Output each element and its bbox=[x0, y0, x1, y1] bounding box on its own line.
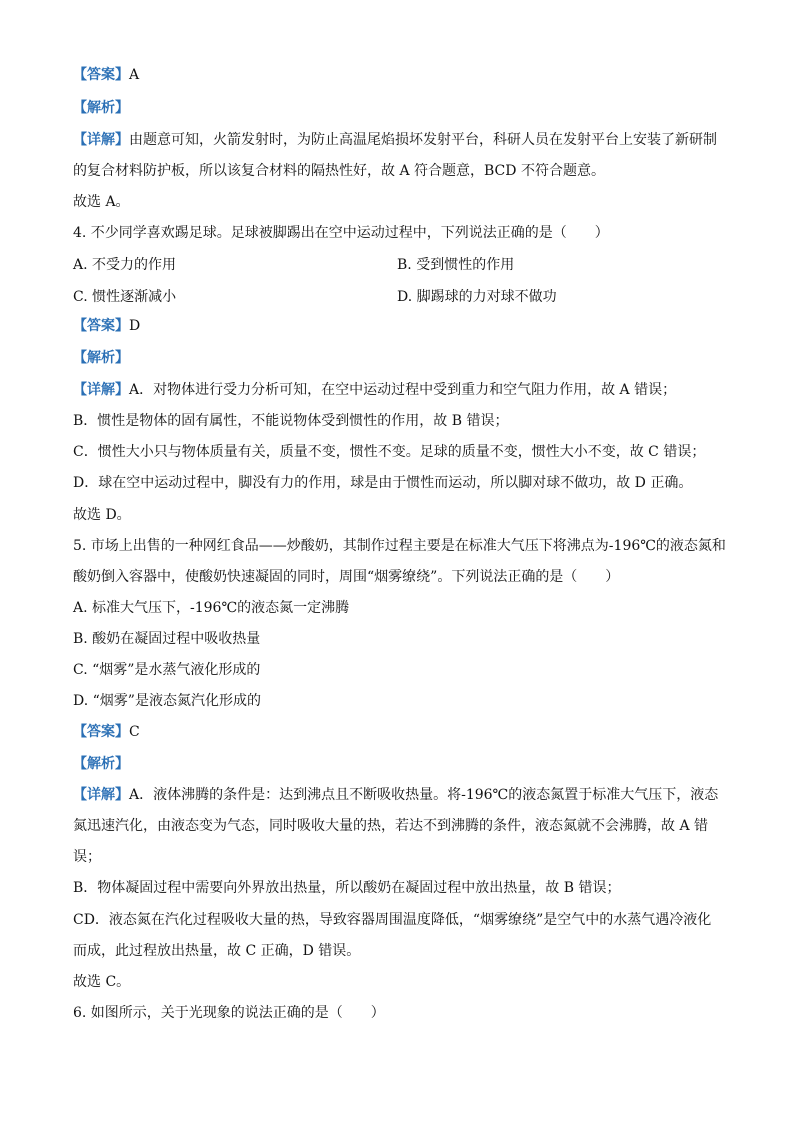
answer-value: A bbox=[129, 67, 140, 83]
q5-option-b: B. 酸奶在凝固过程中吸收热量 bbox=[73, 631, 261, 647]
answer-tag: 【答案】 bbox=[73, 318, 129, 334]
q5-detail-line-4: B．物体凝固过程中需要向外界放出热量，所以酸奶在凝固过程中放出热量，故 B 错误； bbox=[73, 880, 621, 896]
answer-value: D bbox=[129, 318, 141, 334]
detail-tag: 【详解】 bbox=[73, 382, 129, 398]
detail-text: A．对物体进行受力分析可知，在空中运动过程中受到重力和空气阻力作用，故 A 错误； bbox=[129, 382, 677, 398]
q5-option-d: D. “烟雾”是液态氮汽化形成的 bbox=[73, 693, 261, 709]
answer-tag: 【答案】 bbox=[73, 67, 129, 83]
q5-option-a: A. 标准大气压下，-196℃的液态氮一定沸腾 bbox=[73, 600, 350, 616]
q4-stem: 4. 不少同学喜欢踢足球。足球被脚踢出在空中运动过程中，下列说法正确的是（ ） bbox=[73, 225, 609, 241]
answer-tag: 【答案】 bbox=[73, 724, 129, 740]
q4-analysis-line bbox=[73, 349, 733, 367]
q5-detail-line-6: 而成，此过程放出热量，故 C 正确，D 错误。 bbox=[73, 943, 361, 959]
detail-text: A．液体沸腾的条件是：达到沸点且不断吸收热量。将-196℃的液态氮置于标准大气压下，液态 bbox=[129, 787, 719, 803]
q4-option-b: B. 受到惯性的作用 bbox=[397, 257, 515, 273]
q4-detail-line-4: D．球在空中运动过程中，脚没有力的作用，球是由于惯性而运动，所以脚对球不做功，故 D 正确。 bbox=[73, 475, 693, 491]
q5-answer-line bbox=[73, 723, 733, 741]
q3-answer-line bbox=[73, 66, 733, 84]
q4-option-c: C. 惯性逐渐减小 bbox=[73, 289, 177, 305]
q3-detail-line bbox=[73, 131, 733, 149]
q4-option-d: D. 脚踢球的力对球不做功 bbox=[397, 289, 557, 305]
q5-detail-line bbox=[73, 786, 733, 804]
q4-option-a: A. 不受力的作用 bbox=[73, 257, 177, 273]
analysis-tag: 【解析】 bbox=[73, 350, 129, 366]
q4-conclusion: 故选 D。 bbox=[73, 507, 131, 523]
q3-analysis-line bbox=[73, 99, 733, 117]
q5-detail-line-5: CD．液态氮在汽化过程吸收大量的热，导致容器周围温度降低，“烟雾缭绕”是空气中的水蒸气遇冷液化 bbox=[73, 912, 712, 928]
q4-detail-line-3: C．惯性大小只与物体质量有关，质量不变，惯性不变。足球的质量不变，惯性大小不变，故 C 错误； bbox=[73, 444, 706, 460]
q5-detail-line-2: 氮迅速汽化，由液态变为气态，同时吸收大量的热，若达不到沸腾的条件，液态氮就不会沸腾，故 A 错 bbox=[73, 818, 709, 834]
q3-conclusion: 故选 A。 bbox=[73, 194, 130, 210]
q5-stem-line-2: 酸奶倒入容器中，使酸奶快速凝固的同时，周围“烟雾缭绕”。下列说法正确的是（ ） bbox=[73, 569, 620, 585]
analysis-tag: 【解析】 bbox=[73, 100, 129, 116]
q5-stem-line-1: 5. 市场上出售的一种网红食品——炒酸奶，其制作过程主要是在标准大气压下将沸点为-196℃的液态氮和 bbox=[73, 538, 726, 554]
q5-option-c: C. “烟雾”是水蒸气液化形成的 bbox=[73, 662, 261, 678]
analysis-tag: 【解析】 bbox=[73, 756, 129, 772]
q6-stem: 6. 如图所示，关于光现象的说法正确的是（ ） bbox=[73, 1005, 385, 1021]
detail-text: 由题意可知，火箭发射时，为防止高温尾焰损坏发射平台，科研人员在发射平台上安装了新研制 bbox=[129, 132, 717, 148]
q5-conclusion: 故选 C。 bbox=[73, 974, 131, 990]
q4-detail-line bbox=[73, 381, 733, 399]
q4-answer-line bbox=[73, 317, 733, 335]
q4-detail-line-2: B．惯性是物体的固有属性，不能说物体受到惯性的作用，故 B 错误； bbox=[73, 413, 509, 429]
detail-tag: 【详解】 bbox=[73, 132, 129, 148]
q5-analysis-line bbox=[73, 755, 733, 773]
answer-value: C bbox=[129, 724, 140, 740]
q3-detail-line-2: 的复合材料防护板，所以该复合材料的隔热性好，故 A 符合题意，BCD 不符合题意。 bbox=[73, 163, 605, 179]
detail-tag: 【详解】 bbox=[73, 787, 129, 803]
q5-detail-line-3: 误； bbox=[73, 849, 101, 865]
